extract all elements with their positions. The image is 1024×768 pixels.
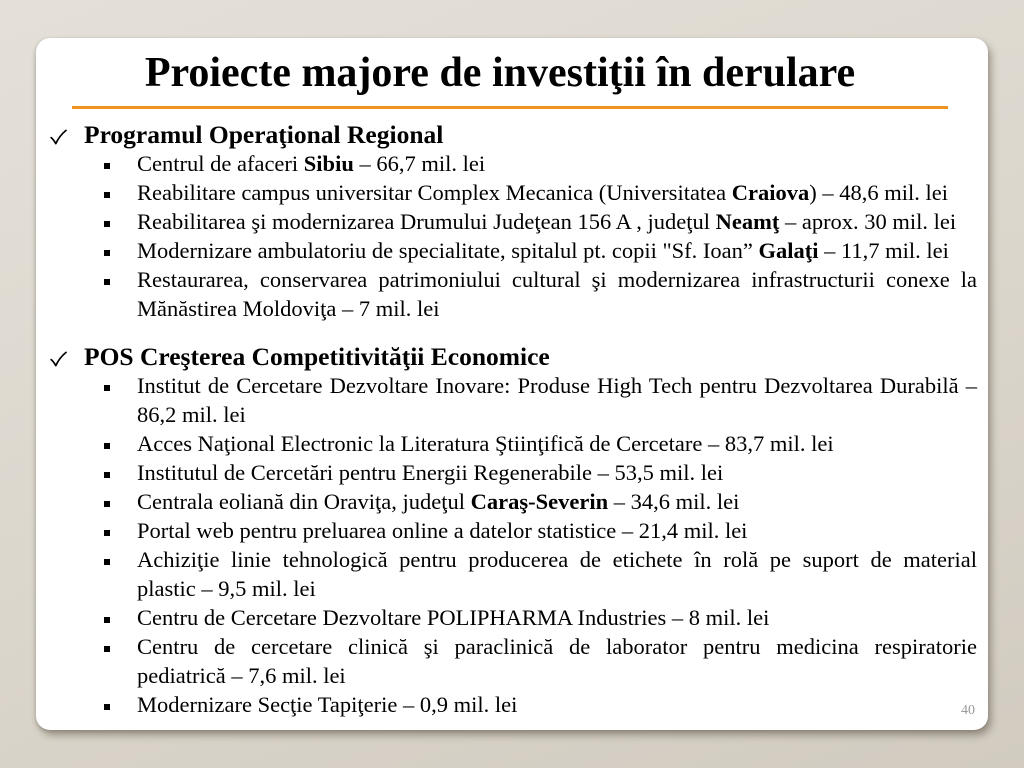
item-line	[137, 207, 977, 236]
bullet-list	[50, 149, 977, 323]
square-bullet-icon	[104, 192, 110, 198]
item-text: Institutul de Cercetări pentru Energii Regenerabile – 53,5 mil. lei	[137, 460, 724, 485]
item-line	[137, 371, 977, 400]
slide-title: Proiecte majore de investiţii în derulare	[144, 50, 856, 96]
item-text: plastic – 9,5 mil. lei	[137, 576, 316, 601]
section-heading-text: Programul Operaţional Regional	[84, 120, 444, 149]
item-text: Centru de Cercetare Dezvoltare POLIPHARMA Industries – 8 mil. lei	[137, 605, 770, 630]
item-text: Reabilitare campus universitar Complex Mecanica (Universitatea	[137, 180, 732, 205]
checkmark-icon	[50, 351, 67, 367]
item-text: Portal web pentru preluarea online a datelor statistice – 21,4 mil. lei	[137, 518, 748, 543]
section-1	[50, 120, 977, 323]
item-line	[137, 516, 977, 545]
square-bullet-icon	[104, 472, 110, 478]
square-bullet-icon	[104, 530, 110, 536]
list-item	[50, 458, 977, 487]
item-line	[137, 545, 977, 574]
item-text: Centrala eoliană din Oraviţa, judeţul	[137, 489, 471, 514]
item-line	[137, 487, 977, 516]
item-text: Achiziţie linie tehnologică pentru producerea de etichete în rolă pe suport de material	[137, 547, 977, 572]
item-text: Centrul de afaceri	[137, 151, 304, 176]
item-line	[137, 236, 977, 265]
item-line	[137, 400, 977, 429]
item-line	[137, 429, 977, 458]
square-bullet-icon	[104, 279, 110, 285]
list-item	[50, 429, 977, 458]
square-bullet-icon	[104, 617, 110, 623]
item-text: 86,2 mil. lei	[137, 402, 246, 427]
item-text: Institut de Cercetare Dezvoltare Inovare: Produse High Tech pentru Dezvoltarea Durabilă –	[137, 373, 977, 398]
square-bullet-icon	[104, 443, 110, 449]
item-text: – 11,7 mil. lei	[818, 238, 949, 263]
item-text: Centru de cercetare clinică şi paraclinică de laborator pentru medicina respiratorie	[137, 634, 977, 659]
item-line	[137, 458, 977, 487]
square-bullet-icon	[104, 385, 110, 391]
slide-content	[50, 120, 977, 719]
item-line	[137, 574, 977, 603]
list-item	[50, 545, 977, 603]
item-text: Mănăstirea Moldoviţa – 7 mil. lei	[137, 296, 440, 321]
item-line	[137, 661, 977, 690]
square-bullet-icon	[104, 501, 110, 507]
section-heading-text: POS Creşterea Competitivităţii Economice	[84, 342, 550, 371]
checkmark-icon	[50, 129, 67, 145]
square-bullet-icon	[104, 559, 110, 565]
square-bullet-icon	[104, 704, 110, 710]
item-line	[137, 178, 977, 207]
item-text: ) – 48,6 mil. lei	[809, 180, 949, 205]
item-text: Acces Naţional Electronic la Literatura Ştiinţifică de Cercetare – 83,7 mil. lei	[137, 431, 834, 456]
item-line	[137, 149, 977, 178]
section-heading	[50, 120, 977, 149]
list-item	[50, 207, 977, 236]
location-highlight: Sibiu	[303, 151, 354, 176]
item-line	[137, 603, 977, 632]
list-item	[50, 236, 977, 265]
list-item	[50, 603, 977, 632]
list-item	[50, 632, 977, 690]
square-bullet-icon	[104, 221, 110, 227]
section-2	[50, 342, 977, 719]
item-text: – aprox. 30 mil. lei	[779, 209, 957, 234]
item-text: Modernizare Secţie Tapiţerie – 0,9 mil. lei	[137, 692, 518, 717]
item-text: Reabilitarea şi modernizarea Drumului Judeţean 156 A , judeţul	[137, 209, 716, 234]
location-highlight: Galaţi	[758, 238, 819, 263]
slide-card	[36, 38, 988, 730]
item-text: Restaurarea, conservarea patrimoniului cultural şi modernizarea infrastructurii conexe la	[137, 267, 977, 292]
item-line	[137, 632, 977, 661]
list-item	[50, 149, 977, 178]
list-item	[50, 178, 977, 207]
location-highlight: Caraş-Severin	[470, 489, 609, 514]
item-text: – 66,7 mil. lei	[353, 151, 486, 176]
item-line	[137, 690, 977, 719]
item-line	[137, 265, 977, 294]
bullet-list	[50, 371, 977, 719]
square-bullet-icon	[104, 163, 110, 169]
section-heading	[50, 342, 977, 371]
location-highlight: Neamţ	[715, 209, 780, 234]
item-text: pediatrică – 7,6 mil. lei	[137, 663, 346, 688]
item-line	[137, 294, 977, 323]
title-divider	[72, 106, 948, 109]
list-item	[50, 371, 977, 429]
page-number: 40	[961, 703, 975, 718]
list-item	[50, 265, 977, 323]
list-item	[50, 487, 977, 516]
list-item	[50, 690, 977, 719]
item-text: – 34,6 mil. lei	[608, 489, 740, 514]
list-item	[50, 516, 977, 545]
item-text: Modernizare ambulatoriu de specialitate, spitalul pt. copii "Sf. Ioan”	[137, 238, 759, 263]
square-bullet-icon	[104, 250, 110, 256]
location-highlight: Craiova	[731, 180, 810, 205]
square-bullet-icon	[104, 646, 110, 652]
